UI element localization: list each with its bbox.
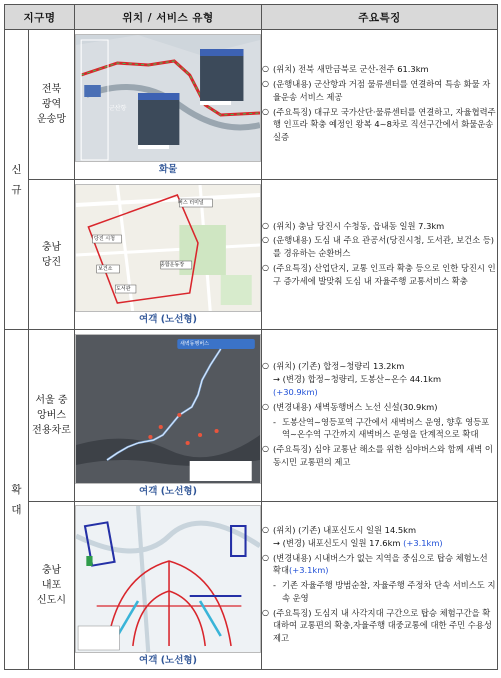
feature-text: 충남 당진시 수청동, 읍내동 일원 7.3km (295, 220, 445, 231)
map-naepo-graphic (76, 506, 260, 653)
feature-text: → (변경) 합정~청량리, 도봉산~온수 44.1km (273, 374, 442, 385)
region-line: 신도시 (37, 595, 66, 606)
map-seoul (75, 334, 261, 484)
bullet-icon: ○ (262, 524, 269, 534)
bullet-icon: ○ (262, 552, 269, 562)
feature-sub-item (262, 416, 497, 442)
bullet-icon: ○ (262, 220, 269, 230)
region-line: 운송망 (37, 114, 66, 125)
features-jeonbuk (262, 30, 498, 180)
region-line: 충남 (41, 241, 62, 253)
bullet-icon: ○ (262, 361, 269, 371)
service-label: 여객 (노선형) (139, 485, 197, 497)
header-region: 지구명 (5, 5, 75, 30)
region-line: 전북 (41, 84, 62, 95)
pilot-zone-table (4, 4, 498, 670)
group-expand-label: 확대 (11, 483, 22, 516)
map-cell-naepo (75, 502, 262, 670)
map-dangjin-graphic (76, 185, 260, 312)
feature-item (262, 607, 497, 645)
map-cell-jeonbuk (75, 30, 262, 180)
map-dangjin (75, 184, 261, 312)
table-header-row (5, 5, 498, 30)
features-naepo (262, 502, 498, 670)
feature-item (262, 220, 497, 233)
map-tag: 당진 시청 (94, 235, 115, 242)
feature-text: → (변경) 내포신도시 일원 17.6km (273, 537, 401, 548)
bullet-icon: ○ (262, 262, 269, 272)
feature-text: (기존) 내포신도시 일원 14.5km (295, 524, 417, 535)
feature-text: 산업단지, 교통 인프라 확충 등으로 인한 당진시 인구 증가세에 발맞춰 도심 내 자율주행 교통서비스 확충 (273, 262, 496, 286)
group-expand (5, 330, 29, 670)
feature-item (262, 262, 497, 288)
map-tag: 새벽동행버스 (180, 340, 209, 347)
header-service: 위치 / 서비스 유형 (75, 5, 262, 30)
feature-text: 새벽동행버스 노선 신설(30.9km) (311, 401, 438, 412)
feature-change: (+3.1km) (403, 537, 443, 548)
table-row (5, 502, 498, 670)
feature-key: (위치) (273, 361, 296, 372)
feature-key: (위치) (273, 524, 296, 535)
feature-change: (+30.9km) (273, 386, 318, 397)
dash-icon: - (273, 580, 276, 591)
features-dangjin (262, 180, 498, 330)
dash-icon: - (273, 416, 276, 427)
feature-text: 도봉산역~영등포역 구간에서 새벽버스 운영, 향후 영등포역~온수역 구간까지 새벽버스 운영을 단계적으로 확대 (282, 416, 490, 440)
header-features: 주요특징 (262, 5, 498, 30)
bullet-icon: ○ (262, 444, 269, 454)
feature-key: (변경내용) (273, 552, 312, 563)
feature-item (262, 443, 497, 469)
feature-text: 도심지 내 사각지대 구간으로 탑승 체험구간을 확대하여 교통편의 확충,자율주행 대중교통에 대한 주민 수용성 제고 (273, 607, 492, 644)
map-tag: 군산항 (109, 104, 127, 112)
feature-text: 도심 내 주요 관공서(당진시청, 도서관, 보건소 등)를 경유하는 순환버스 (273, 235, 495, 259)
bullet-icon: ○ (262, 401, 269, 411)
bullet-icon: ○ (262, 607, 269, 617)
feature-change: (+3.1km) (289, 565, 329, 576)
feature-item (262, 524, 497, 550)
group-new-label: 신규 (11, 163, 22, 196)
feature-item (262, 106, 497, 144)
group-new (5, 30, 29, 330)
feature-sub-item (262, 579, 497, 605)
map-tag: 종합운동장 (160, 261, 185, 268)
feature-key: (위치) (273, 220, 296, 231)
map-cell-seoul (75, 330, 262, 502)
map-jeonbuk-graphic (76, 35, 260, 162)
map-tag: 버스 터미널 (178, 199, 204, 206)
feature-item (262, 401, 497, 414)
region-line: 충남 (41, 565, 62, 576)
table-row (5, 180, 498, 330)
feature-text: 대규모 국가산단·물류센터를 연결하고, 자율협력주행 인프라 확충 예정인 왕복 4~8차로 직선구간에서 화물운송 실증 (273, 106, 496, 143)
features-seoul (262, 330, 498, 502)
bullet-icon: ○ (262, 64, 269, 74)
table-row (5, 30, 498, 180)
region-seoul (29, 330, 75, 502)
feature-text: (기존) 합정~청량리 13.2km (295, 361, 405, 372)
feature-item (262, 552, 497, 578)
map-tag: 보건소 (98, 265, 113, 272)
service-label: 화물 (158, 163, 178, 175)
region-line: 광역 (41, 99, 62, 110)
feature-key: (주요특징) (273, 607, 312, 618)
map-jeonbuk (75, 34, 261, 162)
feature-item (262, 360, 497, 398)
map-naepo (75, 505, 261, 653)
feature-key: (주요특징) (273, 262, 312, 273)
region-dangjin (29, 180, 75, 330)
feature-text: 기존 자율주행 방범순찰, 자율주행 주정차 단속 서비스도 지속 운영 (282, 580, 496, 603)
service-label: 여객 (노선형) (139, 654, 197, 666)
region-jeonbuk (29, 30, 75, 180)
region-line: 당진 (41, 256, 62, 268)
region-line: 전용차로 (32, 425, 71, 436)
feature-item (262, 234, 497, 260)
map-cell-dangjin (75, 180, 262, 330)
map-tag: 도서관 (116, 285, 131, 292)
feature-key: (주요특징) (273, 106, 312, 117)
region-line: 내포 (41, 580, 62, 591)
region-line: 서울 중 (35, 395, 68, 406)
feature-text: 심야 교통난 해소를 위한 심야버스와 함께 새벽 이동시민 교통편의 제고 (273, 444, 493, 467)
feature-key: (위치) (273, 64, 296, 75)
feature-key: (변경내용) (273, 401, 312, 412)
feature-key: (운행내용) (273, 235, 312, 246)
map-seoul-graphic (76, 335, 260, 484)
feature-item (262, 63, 497, 76)
feature-item (262, 78, 497, 104)
feature-text: 시내버스가 없는 지역을 중심으로 탑승 체험노선 확대 (273, 552, 488, 576)
service-label: 여객 (노선형) (139, 313, 197, 325)
region-line: 앙버스 (37, 410, 66, 421)
feature-text: 전북 새만금북로 군산-전주 61.3km (295, 64, 429, 75)
region-naepo (29, 502, 75, 670)
feature-text: 군산항과 거점 물류센터를 연결하여 특송 화물 자율운송 서비스 제공 (273, 78, 491, 102)
bullet-icon: ○ (262, 235, 269, 245)
bullet-icon: ○ (262, 106, 269, 116)
table-row (5, 330, 498, 502)
feature-key: (주요특징) (273, 444, 312, 455)
bullet-icon: ○ (262, 78, 269, 88)
feature-key: (운행내용) (273, 78, 312, 89)
